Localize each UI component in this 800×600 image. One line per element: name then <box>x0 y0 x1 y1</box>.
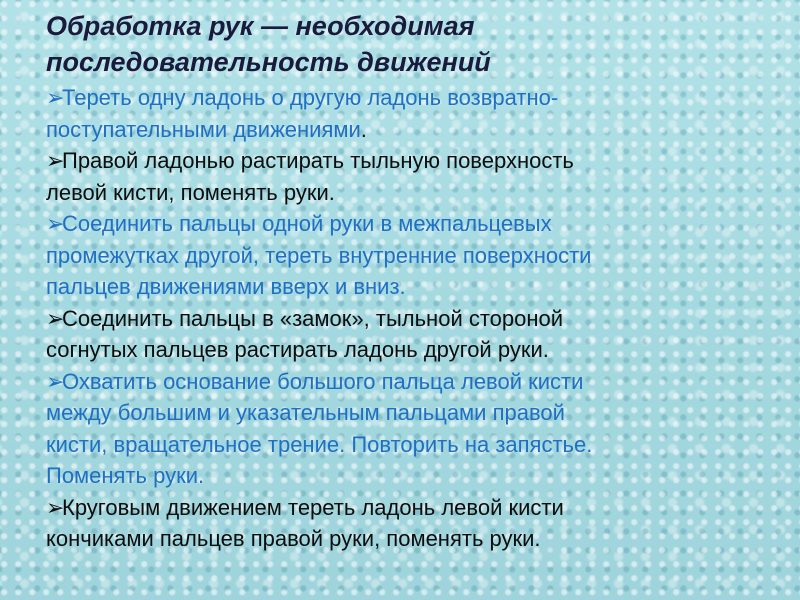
bullet-arrow-icon: ➢ <box>46 305 65 331</box>
step-1 <box>46 82 746 145</box>
step-1-text-2: поступательными движениями <box>46 116 361 142</box>
step-2-line-1 <box>46 145 746 177</box>
step-1-line-1 <box>46 82 746 114</box>
bullet-arrow-icon: ➢ <box>46 148 65 173</box>
steps-list <box>46 82 746 555</box>
title-line-2: последовательность движений <box>46 47 491 77</box>
step-5 <box>46 366 746 492</box>
step-4-text-1: Соединить пальцы в «замок», тыльной стороной <box>62 305 564 331</box>
step-5-line-3: кисти, вращательное трение. Повторить на запястье. <box>46 431 593 457</box>
step-2-line-2: левой кисти, поменять руки. <box>46 179 335 205</box>
step-5-text-1: Охватить основание большого пальца левой кисти <box>62 368 584 394</box>
step-5-line-2: между большим и указательным пальцами правой <box>46 400 565 425</box>
step-3-line-3: пальцев движениями вверх и вниз. <box>46 274 406 299</box>
bullet-arrow-icon: ➢ <box>46 85 65 110</box>
step-6 <box>46 492 746 555</box>
step-3-line-2: промежутках другой, тереть внутренние поверхности <box>46 242 592 268</box>
slide-title <box>46 8 746 80</box>
bullet-arrow-icon: ➢ <box>46 368 65 394</box>
step-6-line-2: кончиками пальцев правой руки, поменять руки. <box>46 526 541 551</box>
step-4-line-2: согнутых пальцев растирать ладонь другой руки. <box>46 337 549 362</box>
step-2 <box>46 145 746 208</box>
step-1-period: . <box>360 116 367 142</box>
step-6-line-1 <box>46 492 746 524</box>
step-3-line-1 <box>46 208 746 240</box>
step-6-text-1: Круговым движением тереть ладонь левой кисти <box>62 494 564 520</box>
step-1-text-1: Тереть одну ладонь о другую ладонь возвратно- <box>62 85 559 110</box>
title-line-1: Обработка рук — необходимая <box>46 11 475 41</box>
slide-content <box>46 8 746 555</box>
bullet-arrow-icon: ➢ <box>46 211 65 236</box>
step-3-text-1: Соединить пальцы одной руки в межпальцевых <box>62 211 552 236</box>
step-4 <box>46 303 746 366</box>
step-3 <box>46 208 746 303</box>
step-2-text-1: Правой ладонью растирать тыльную поверхность <box>62 148 574 173</box>
step-4-line-1 <box>46 303 746 335</box>
step-1-line-2 <box>46 114 746 146</box>
bullet-arrow-icon: ➢ <box>46 494 65 520</box>
step-5-line-1 <box>46 366 746 398</box>
step-5-line-4: Поменять руки. <box>46 463 205 488</box>
